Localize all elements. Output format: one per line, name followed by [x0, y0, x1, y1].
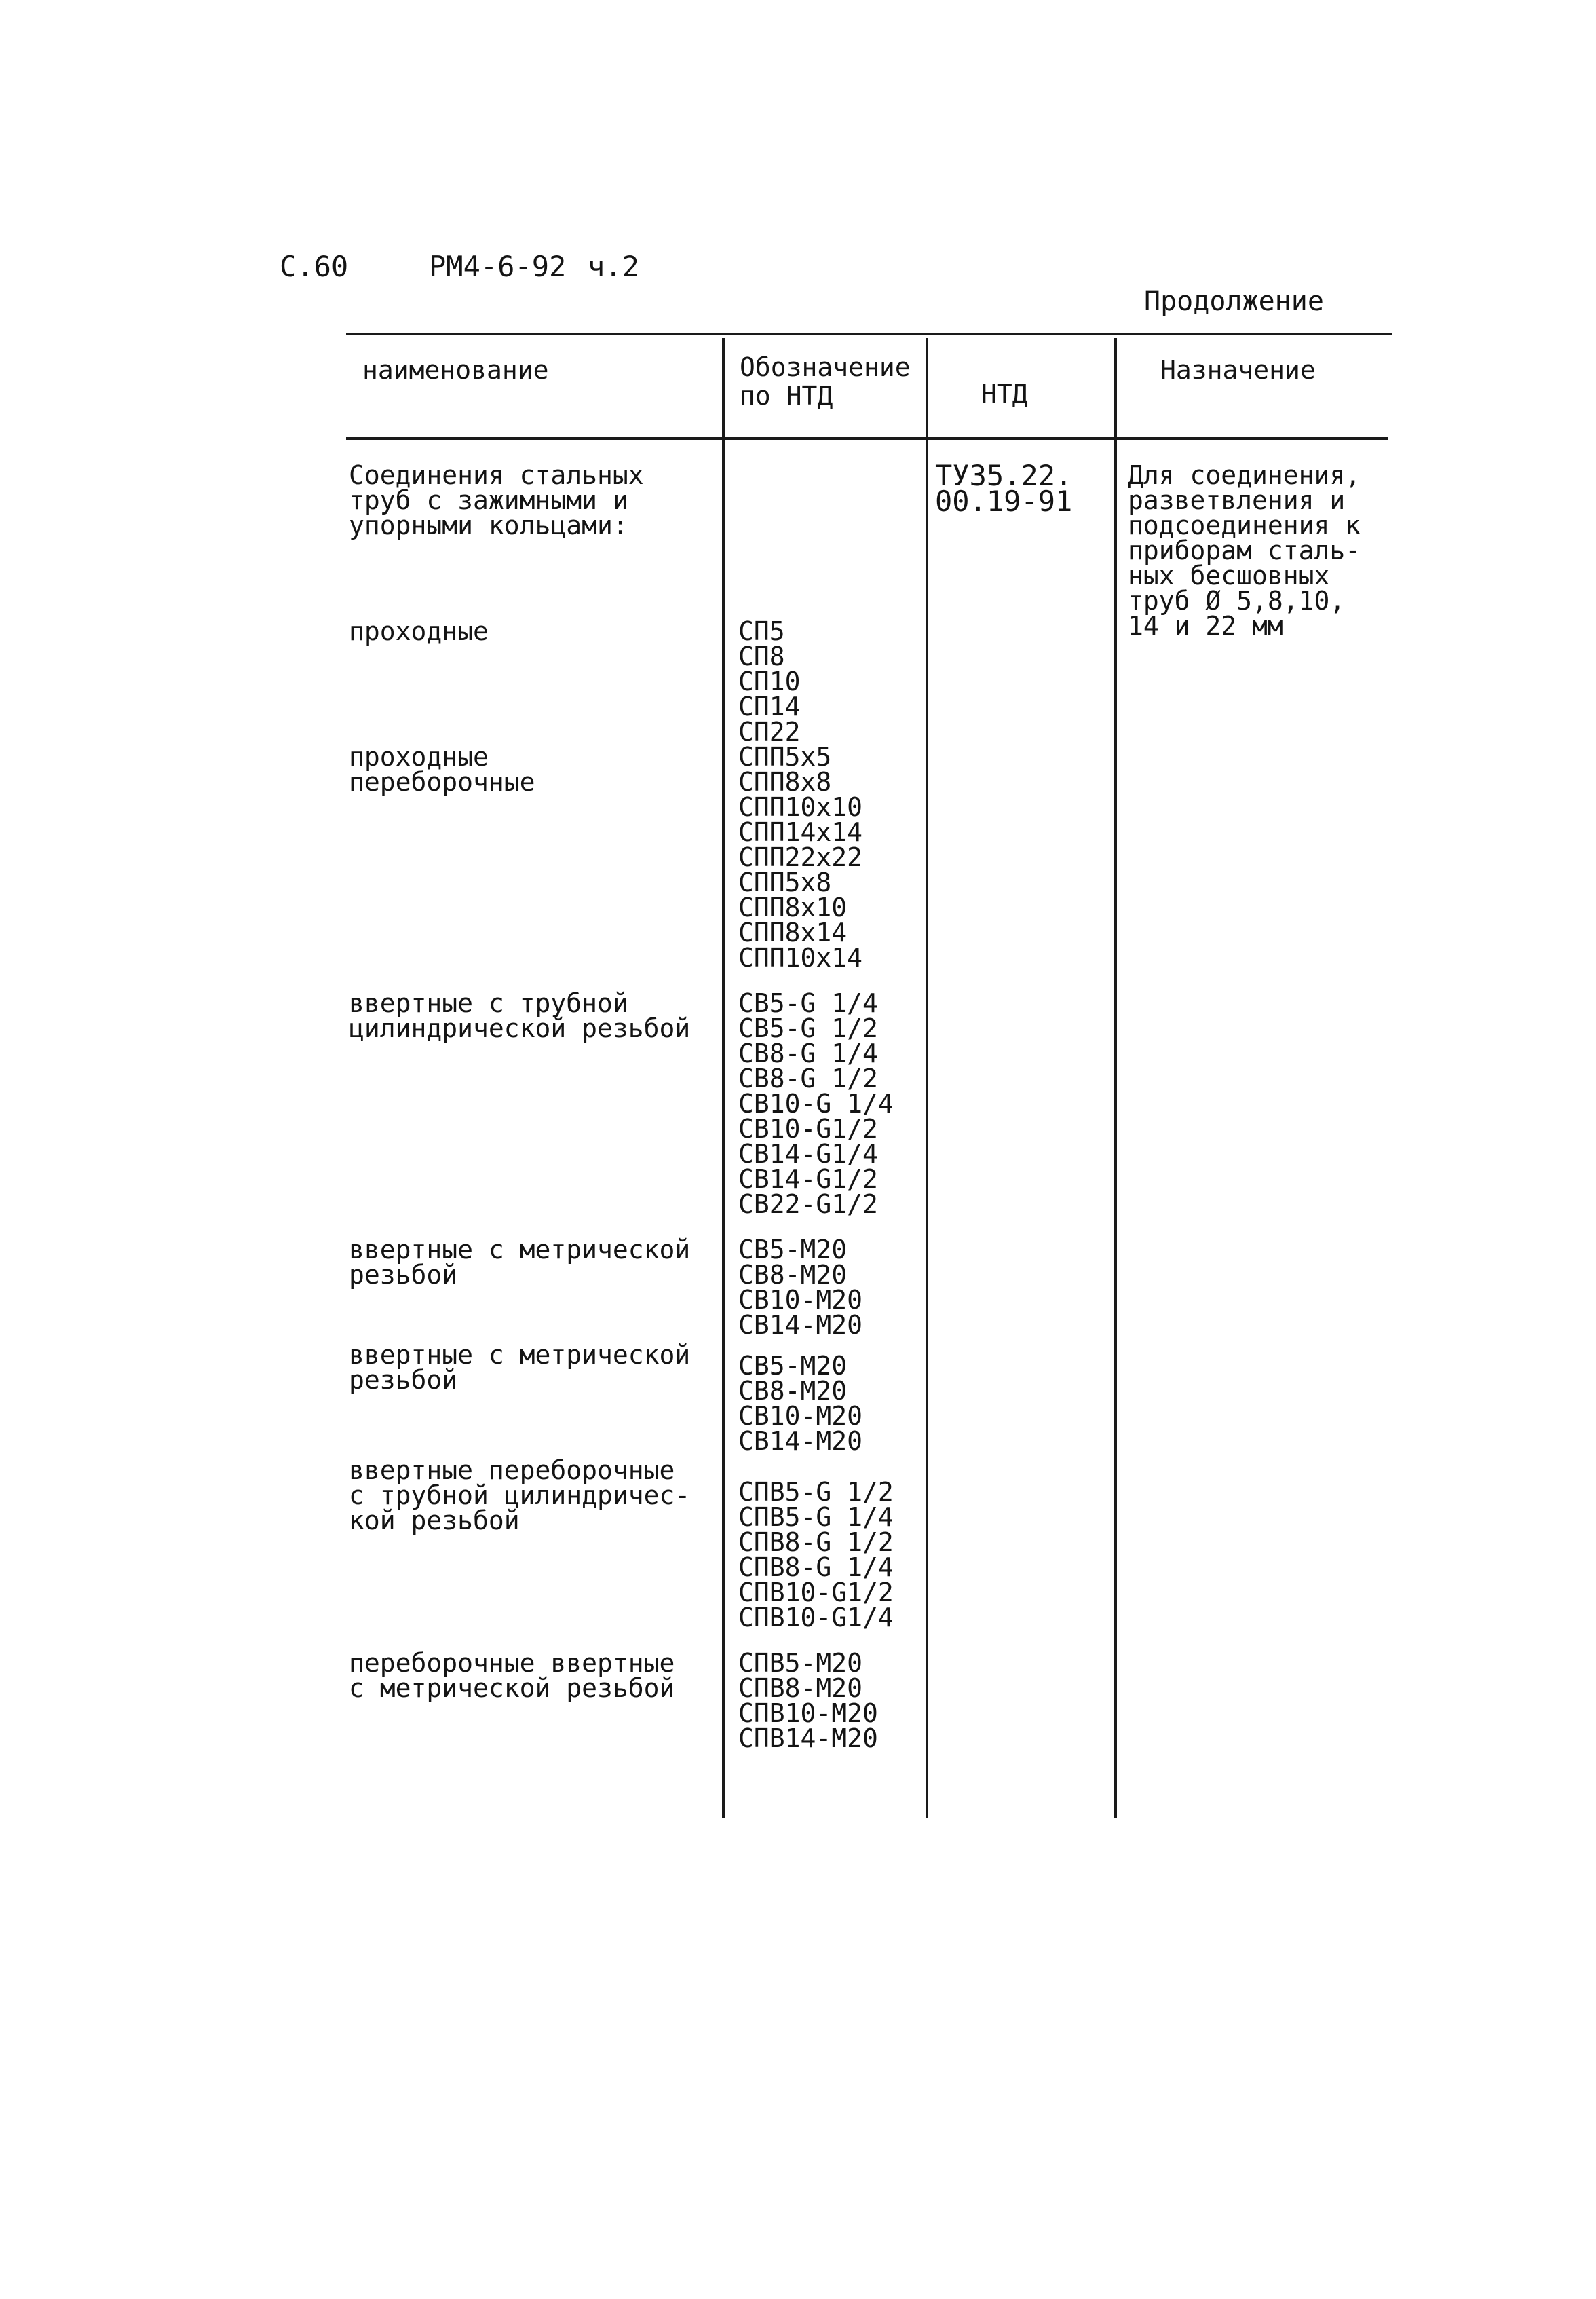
designation-code: СПВ8-G 1/4 — [738, 1552, 894, 1582]
continuation-label: Продолжение — [1144, 286, 1324, 317]
designation-code: СПВ14-М20 — [738, 1723, 878, 1753]
intro-line: Соединения стальных — [349, 460, 644, 490]
designation-code: СВ8-М20 — [738, 1260, 848, 1290]
group-name-line: переборочные — [349, 767, 535, 797]
designation-code: СПВ8-G 1/2 — [738, 1527, 894, 1557]
ntd-value: 00.19-91 — [935, 485, 1073, 518]
designation-code: СВ10-М20 — [738, 1401, 863, 1431]
designation-code: СВ10-М20 — [738, 1285, 863, 1315]
designation-code: СП5 — [738, 616, 785, 646]
purpose-line: ных бесшовных — [1128, 561, 1330, 591]
designation-code: СПП10х10 — [738, 792, 863, 822]
table-header-rule — [346, 437, 1388, 440]
designation-code: СП22 — [738, 717, 801, 747]
designation-code: СВ5-G 1/2 — [738, 1013, 878, 1043]
group-name-line: ввертные с метрической — [349, 1235, 691, 1265]
designation-code: СВ14-М20 — [738, 1310, 863, 1340]
group-name-line: проходные — [349, 742, 489, 772]
designation-code: СВ10-G1/2 — [738, 1114, 878, 1144]
designation-code: СПВ5-G 1/2 — [738, 1477, 894, 1507]
designation-code: СПП5х5 — [738, 742, 832, 772]
intro-line: упорными кольцами: — [349, 510, 628, 540]
document-part: ч.2 — [588, 250, 639, 283]
column-header-designation: Обозначение по НТД — [740, 352, 911, 411]
designation-code: СВ8-G 1/4 — [738, 1039, 878, 1068]
group-name-line: цилиндрической резьбой — [349, 1013, 691, 1043]
column-divider-2 — [926, 338, 928, 1818]
group-name-line: проходные — [349, 616, 489, 646]
purpose-line: подсоединения к — [1128, 510, 1361, 540]
column-header-ntd: НТД — [981, 379, 1028, 409]
group-name-line: с трубной цилиндричес- — [349, 1480, 691, 1510]
designation-code: СПП14х14 — [738, 817, 863, 847]
column-divider-3 — [1114, 338, 1117, 1818]
designation-code: СВ14-G1/2 — [738, 1164, 878, 1194]
designation-code: СПП10х14 — [738, 943, 863, 973]
designation-code: СВ14-G1/4 — [738, 1139, 878, 1169]
group-name-line: кой резьбой — [349, 1506, 520, 1535]
designation-code: СПВ5-G 1/4 — [738, 1502, 894, 1532]
designation-code: СВ5-G 1/4 — [738, 988, 878, 1018]
designation-code: СПП5х8 — [738, 867, 832, 897]
ntd-value: ТУ35.22. — [935, 459, 1073, 492]
intro-line: труб с зажимными и — [349, 485, 628, 515]
designation-code: СП8 — [738, 641, 785, 671]
document-code: РМ4-6-92 — [429, 250, 567, 283]
group-name-line: с метрической резьбой — [349, 1673, 675, 1703]
purpose-line: разветвления и — [1128, 485, 1346, 515]
designation-code: СП10 — [738, 667, 801, 696]
group-name-line: ввертные переборочные — [349, 1455, 675, 1485]
designation-code: СП14 — [738, 692, 801, 722]
column-header-name: наименование — [362, 355, 549, 385]
designation-code: СВ14-М20 — [738, 1426, 863, 1456]
designation-code: СПВ10-М20 — [738, 1698, 878, 1728]
designation-code: СВ10-G 1/4 — [738, 1089, 894, 1119]
designation-code: СПВ10-G1/4 — [738, 1603, 894, 1632]
column-header-purpose: Назначение — [1160, 355, 1316, 385]
table-top-rule — [346, 333, 1392, 335]
group-name-line: ввертные с метрической — [349, 1340, 691, 1370]
designation-code: СПВ8-М20 — [738, 1673, 863, 1703]
designation-code: СПВ10-G1/2 — [738, 1577, 894, 1607]
page-number: С.60 — [280, 250, 349, 283]
column-divider-1 — [722, 338, 725, 1818]
group-name-line: ввертные с трубной — [349, 988, 628, 1018]
purpose-line: 14 и 22 мм — [1128, 611, 1283, 641]
designation-code: СВ8-G 1/2 — [738, 1064, 878, 1094]
designation-code: СПП8х14 — [738, 918, 848, 948]
purpose-line: труб Ø 5,8,10, — [1128, 586, 1346, 616]
designation-code: СПП22х22 — [738, 842, 863, 872]
designation-code: СПВ5-М20 — [738, 1648, 863, 1678]
purpose-line: Для соединения, — [1128, 460, 1361, 490]
group-name-line: переборочные ввертные — [349, 1648, 675, 1678]
designation-code: СВ22-G1/2 — [738, 1189, 878, 1219]
group-name-line: резьбой — [349, 1365, 458, 1395]
designation-code: СВ8-М20 — [738, 1376, 848, 1406]
designation-code: СВ5-М20 — [738, 1351, 848, 1381]
group-name-line: резьбой — [349, 1260, 458, 1290]
designation-code: СПП8х8 — [738, 767, 832, 797]
designation-code: СПП8х10 — [738, 893, 848, 922]
purpose-line: приборам сталь- — [1128, 536, 1361, 565]
designation-code: СВ5-М20 — [738, 1235, 848, 1265]
